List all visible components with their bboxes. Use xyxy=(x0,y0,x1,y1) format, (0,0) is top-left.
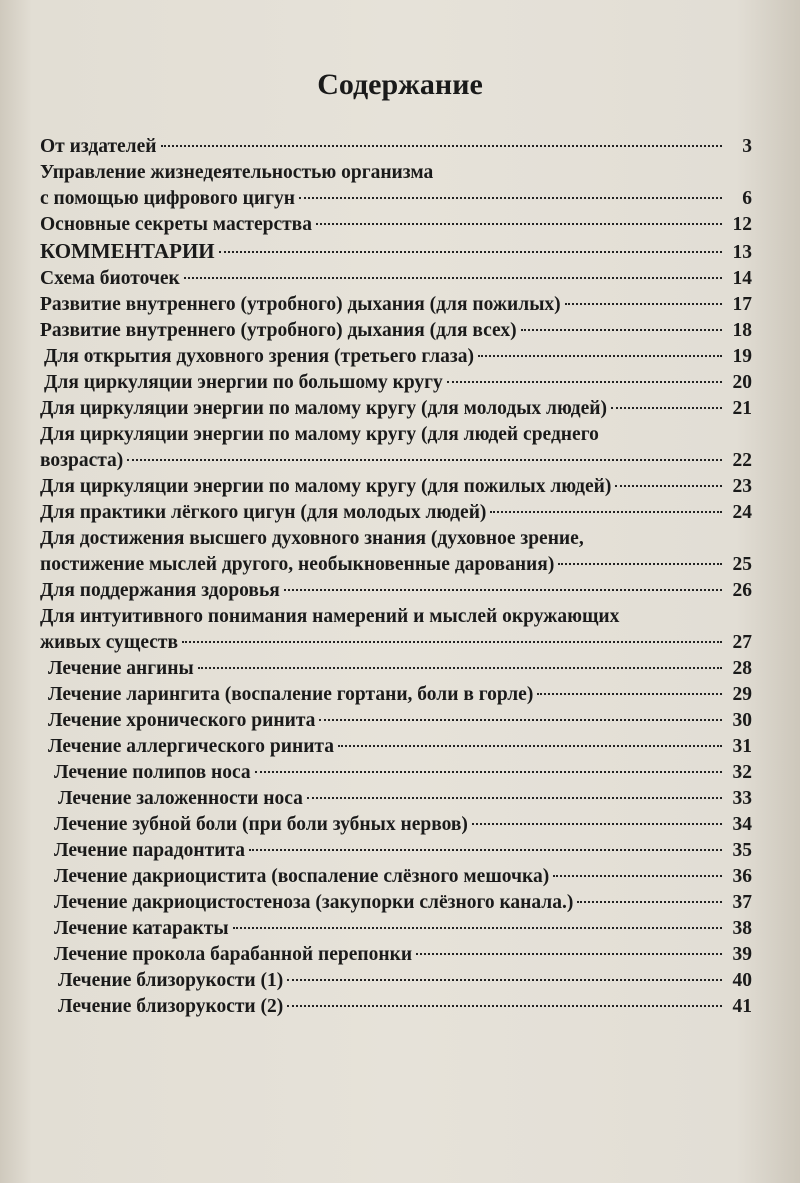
toc-entry[interactable] xyxy=(40,968,752,994)
toc-entry-first-line: Для интуитивного понимания намерений и мыслей окружающих xyxy=(40,606,620,627)
dot-leader xyxy=(161,145,722,147)
dot-leader xyxy=(198,667,722,669)
dot-leader xyxy=(219,251,722,253)
toc-entry-label: Лечение заложенности носа xyxy=(58,788,303,809)
dot-leader xyxy=(255,771,722,773)
toc-entry[interactable] xyxy=(40,318,752,344)
toc-entry-page: 31 xyxy=(732,736,752,757)
dot-leader xyxy=(287,979,722,981)
toc-entry-page: 23 xyxy=(732,476,752,497)
toc-entry-label: Для циркуляции энергии по большому кругу xyxy=(44,372,443,393)
toc-entry-label: с помощью цифрового цигун xyxy=(40,188,295,209)
toc-entry[interactable] xyxy=(40,186,752,212)
toc-entry-page: 25 xyxy=(732,554,752,575)
toc-entry[interactable] xyxy=(40,890,752,916)
toc-entry[interactable] xyxy=(40,474,752,500)
dot-leader xyxy=(478,355,722,357)
toc-entry-page: 38 xyxy=(732,918,752,939)
toc-entry-page: 14 xyxy=(732,268,752,289)
dot-leader xyxy=(299,197,722,199)
toc-entry-label: Схема биоточек xyxy=(40,268,180,289)
toc-entry-page: 27 xyxy=(732,632,752,653)
toc-entry[interactable] xyxy=(40,786,752,812)
toc-entry-label: Лечение прокола барабанной перепонки xyxy=(54,944,413,965)
dot-leader xyxy=(558,563,722,565)
toc-entry[interactable] xyxy=(40,266,752,292)
toc-entry[interactable] xyxy=(40,134,752,160)
table-of-contents xyxy=(40,134,752,1020)
toc-entry-page: 29 xyxy=(732,684,752,705)
dot-leader xyxy=(338,745,722,747)
toc-entry-page: 30 xyxy=(732,710,752,731)
toc-entry-page: 3 xyxy=(742,136,752,157)
toc-entry-label: живых существ xyxy=(40,632,179,653)
toc-entry-page: 32 xyxy=(732,762,752,783)
toc-entry-label: Основные секреты мастерства xyxy=(40,214,312,235)
dot-leader xyxy=(447,381,722,383)
toc-entry[interactable] xyxy=(40,656,752,682)
toc-entry[interactable] xyxy=(40,396,752,422)
toc-entry-label: Для циркуляции энергии по малому кругу (для пожилых людей) xyxy=(40,476,612,497)
toc-entry-page: 12 xyxy=(732,214,752,235)
toc-entry-first-line: Управление жизнедеятельностью организма xyxy=(40,162,434,183)
toc-entry[interactable] xyxy=(40,734,752,760)
toc-entry[interactable] xyxy=(40,812,752,838)
toc-entry-label: Лечение полипов носа xyxy=(54,762,251,783)
dot-leader xyxy=(490,511,722,513)
toc-entry-page: 35 xyxy=(732,840,752,861)
toc-entry-page: 26 xyxy=(732,580,752,601)
toc-entry-label: Лечение ларингита (воспаление гортани, боли в горле) xyxy=(48,684,534,705)
dot-leader xyxy=(184,277,722,279)
toc-entry-label: Развитие внутреннего (утробного) дыхания (для всех) xyxy=(40,320,517,341)
toc-entry-label: Лечение парадонтита xyxy=(54,840,246,861)
toc-entry[interactable] xyxy=(40,916,752,942)
toc-entry-first-line: Для достижения высшего духовного знания (духовное зрение, xyxy=(40,528,584,549)
dot-leader xyxy=(521,329,722,331)
toc-entry-label: От издателей xyxy=(40,136,157,157)
toc-entry[interactable] xyxy=(40,238,752,266)
toc-entry[interactable] xyxy=(40,448,752,474)
toc-entry-label: постижение мыслей другого, необыкновенные дарования) xyxy=(40,554,555,575)
toc-entry-page: 13 xyxy=(732,242,752,263)
toc-entry[interactable] xyxy=(40,864,752,890)
toc-entry[interactable] xyxy=(40,760,752,786)
toc-entry-label: Лечение хронического ринита xyxy=(48,710,316,731)
dot-leader xyxy=(319,719,722,721)
toc-entry-page: 34 xyxy=(732,814,752,835)
dot-leader xyxy=(577,901,722,903)
toc-entry[interactable] xyxy=(40,212,752,238)
toc-entry-page: 28 xyxy=(732,658,752,679)
dot-leader xyxy=(537,693,722,695)
toc-entry[interactable] xyxy=(40,838,752,864)
toc-entry-label: Для практики лёгкого цигун (для молодых людей) xyxy=(40,502,487,523)
dot-leader xyxy=(287,1005,722,1007)
dot-leader xyxy=(249,849,722,851)
dot-leader xyxy=(565,303,722,305)
toc-entry-label: Лечение дакриоцистита (воспаление слёзного мешочка) xyxy=(54,866,550,887)
toc-entry-first-line: Для циркуляции энергии по малому кругу (для людей среднего xyxy=(40,424,599,445)
toc-entry[interactable] xyxy=(40,630,752,656)
dot-leader xyxy=(233,927,722,929)
toc-entry[interactable] xyxy=(40,708,752,734)
toc-entry[interactable] xyxy=(40,942,752,968)
toc-entry[interactable] xyxy=(40,578,752,604)
toc-entry[interactable] xyxy=(40,344,752,370)
dot-leader xyxy=(615,485,722,487)
toc-entry[interactable] xyxy=(40,994,752,1020)
toc-entry-label: Развитие внутреннего (утробного) дыхания (для пожилых) xyxy=(40,294,561,315)
dot-leader xyxy=(611,407,722,409)
dot-leader xyxy=(553,875,722,877)
toc-entry-page: 20 xyxy=(732,372,752,393)
toc-entry-label: Лечение зубной боли (при боли зубных нервов) xyxy=(54,814,468,835)
toc-entry-page: 39 xyxy=(732,944,752,965)
toc-entry[interactable] xyxy=(40,552,752,578)
toc-entry-page: 33 xyxy=(732,788,752,809)
dot-leader xyxy=(472,823,722,825)
dot-leader xyxy=(307,797,722,799)
page-title: Содержание xyxy=(317,68,483,101)
toc-entry-label: Лечение близорукости (1) xyxy=(58,970,284,991)
toc-entry-label: Лечение ангины xyxy=(48,658,194,679)
toc-entry-label: Лечение аллергического ринита xyxy=(48,736,334,757)
toc-entry-label: Для открытия духовного зрения (третьего глаза) xyxy=(44,346,475,367)
toc-entry-label: КОММЕНТАРИИ xyxy=(40,239,215,263)
dot-leader xyxy=(416,953,722,955)
toc-entry-label: Лечение катаракты xyxy=(54,918,229,939)
toc-entry-label: Для циркуляции энергии по малому кругу (для молодых людей) xyxy=(40,398,608,419)
toc-entry-page: 22 xyxy=(732,450,752,471)
toc-entry-page: 37 xyxy=(732,892,752,913)
toc-entry-page: 24 xyxy=(732,502,752,523)
toc-entry-page: 6 xyxy=(742,188,752,209)
toc-entry-page: 17 xyxy=(732,294,752,315)
dot-leader xyxy=(127,459,722,461)
toc-entry-page: 21 xyxy=(732,398,752,419)
toc-entry-page: 40 xyxy=(732,970,752,991)
toc-entry-label: Для поддержания здоровья xyxy=(40,580,280,601)
toc-entry-label: возраста) xyxy=(40,450,124,471)
toc-entry-page: 41 xyxy=(732,996,752,1017)
toc-entry[interactable] xyxy=(40,292,752,318)
toc-entry-page: 19 xyxy=(732,346,752,367)
toc-entry[interactable] xyxy=(40,682,752,708)
toc-entry-label: Лечение дакриоцистостеноза (закупорки слёзного канала.) xyxy=(54,892,574,913)
toc-entry-page: 36 xyxy=(732,866,752,887)
toc-entry-label: Лечение близорукости (2) xyxy=(58,996,284,1017)
toc-entry[interactable] xyxy=(40,370,752,396)
toc-entry[interactable] xyxy=(40,500,752,526)
dot-leader xyxy=(284,589,722,591)
toc-entry-page: 18 xyxy=(732,320,752,341)
dot-leader xyxy=(316,223,722,225)
dot-leader xyxy=(182,641,722,643)
